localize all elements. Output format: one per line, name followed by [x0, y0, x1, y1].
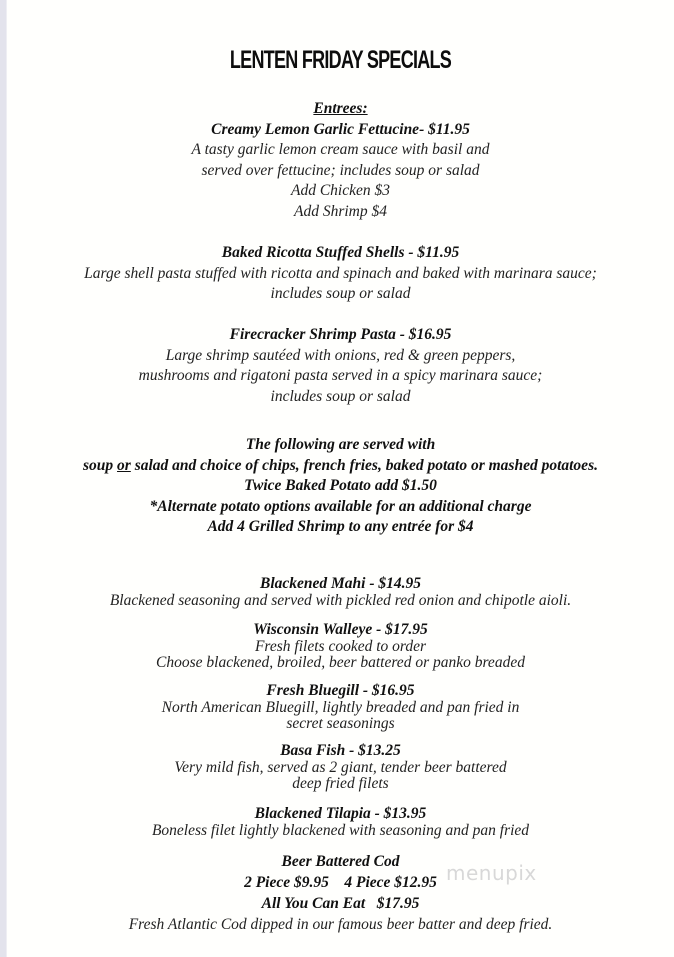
item-description: Boneless filet lightly blackened with seasoning and pan fried: [151, 821, 530, 839]
item-description: Large shell pasta stuffed with ricotta and spinach and baked with marinara sauce;: [84, 264, 597, 282]
cod-item: [7, 851, 674, 935]
menu-item: [7, 576, 674, 609]
item-description: Large shrimp sautéed with onions, red & green peppers,: [165, 346, 516, 364]
item-description: Choose blackened, broiled, beer battered or panko breaded: [156, 654, 525, 671]
sides-note: [7, 435, 674, 538]
cod-prices: 2 Piece $9.95 4 Piece $12.95: [244, 874, 437, 891]
item-description: mushrooms and rigatoni pasta served in a spicy marinara sauce;: [138, 367, 543, 384]
text-fragment: salad and choice of chips, french fries, baked potato or mashed potatoes.: [130, 456, 598, 474]
menu-page: [7, 0, 674, 957]
sides-note-line: Twice Baked Potato add $1.50: [244, 477, 437, 494]
item-name: Creamy Lemon Garlic Fettucine- $11.95: [211, 120, 470, 138]
menu-item: [7, 743, 674, 793]
item-name: Baked Ricotta Stuffed Shells - $11.95: [221, 244, 460, 261]
sides-note-line: [7, 456, 674, 477]
sides-note-line: *Alternate potato options available for an additional charge: [149, 497, 532, 515]
item-name: Firecracker Shrimp Pasta - $16.95: [229, 326, 452, 343]
item-description: deep fried filets: [292, 775, 389, 792]
item-description: Very mild fish, served as 2 giant, tender beer battered: [174, 758, 507, 776]
item-description: Blackened seasoning and served with pickled red onion and chipotle aioli.: [109, 591, 572, 609]
menupix-watermark: menupix: [446, 861, 537, 885]
entrees-heading: Entrees:: [313, 100, 368, 117]
item-description: includes soup or salad: [270, 285, 411, 302]
sides-note-line: Add 4 Grilled Shrimp to any entrée for $4: [207, 518, 474, 535]
menu-item: [7, 622, 674, 672]
page-title: LENTEN FRIDAY SPECIALS: [229, 46, 452, 74]
item-description: North American Bluegill, lightly breaded and pan fried in: [161, 698, 520, 716]
menu-item: [7, 683, 674, 733]
item-name: Blackened Mahi - $14.95: [259, 575, 422, 592]
menu-item: [7, 325, 674, 407]
item-name: Beer Battered Cod: [281, 853, 400, 870]
item-description: served over fettucine; includes soup or salad: [201, 161, 480, 179]
item-name: Fresh Bluegill - $16.95: [266, 682, 415, 699]
text-fragment: soup: [83, 456, 118, 474]
left-edge-strip: [0, 0, 7, 957]
cod-all-you-can-eat: All You Can Eat $17.95: [261, 895, 420, 912]
item-description: Fresh Atlantic Cod dipped in our famous beer batter and deep fried.: [128, 916, 553, 933]
menu-item: [7, 243, 674, 305]
sides-note-line: The following are served with: [245, 436, 436, 453]
entrees-section: [7, 99, 674, 222]
menu-item: [7, 806, 674, 839]
item-description: secret seasonings: [286, 715, 395, 732]
item-description: Fresh filets cooked to order: [254, 637, 427, 655]
item-name: Blackened Tilapia - $13.95: [254, 805, 427, 822]
item-description: A tasty garlic lemon cream sauce with basil and: [191, 141, 490, 158]
item-name: Wisconsin Walleye - $17.95: [253, 621, 428, 638]
underlined-or: or: [117, 456, 131, 474]
item-addon: Add Chicken $3: [290, 182, 390, 199]
item-addon: Add Shrimp $4: [294, 202, 387, 220]
item-description: includes soup or salad: [270, 387, 411, 405]
item-name: Basa Fish - $13.25: [280, 742, 401, 759]
